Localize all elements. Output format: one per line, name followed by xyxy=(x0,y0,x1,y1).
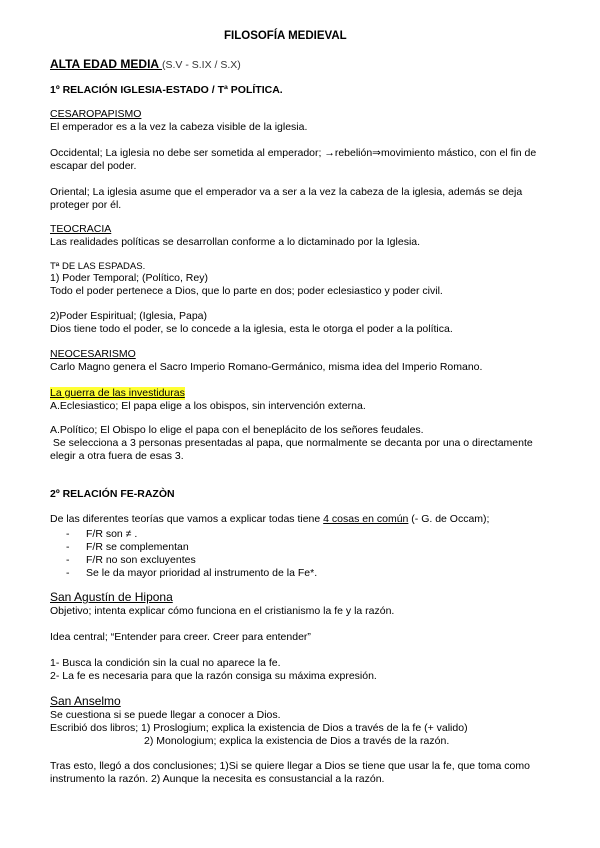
section-2-heading: 2º RELACIÓN FE-RAZÒN xyxy=(50,488,175,500)
bullet-dash-1: - xyxy=(66,528,70,540)
politico-text-2: Se selecciona a 3 personas presentadas al papa, que normalmente se decanta por una o directamente xyxy=(50,437,533,449)
teocracia-text: Las realidades políticas se desarrollan conforme a lo dictaminado por la Iglesia. xyxy=(50,236,421,248)
bullet-dash-2: - xyxy=(66,541,70,553)
politico-text-3: elegir a otra fuera de esas 3. xyxy=(50,450,184,462)
intro-text-emphasis: 4 cosas en común xyxy=(323,513,409,525)
anselmo-line-4: Tras esto, llegó a dos conclusiones; 1)Si se quiere llegar a Dios se tiene que usar la fe, que toma como xyxy=(50,760,530,772)
politico-text-1: A.Político; El Obispo lo elige el papa con el beneplácito de los señores feudales. xyxy=(50,424,424,436)
section-1-heading: 1º RELACIÓN IGLESIA-ESTADO / Tª POLÍTICA. xyxy=(50,84,283,96)
intro-text-c: (- G. de Occam); xyxy=(408,513,490,525)
poder-temporal-text: Todo el poder pertenece a Dios, que lo parte en dos; poder eclesiastico y poder civil. xyxy=(50,285,443,297)
espadas-heading: Tª DE LAS ESPADAS. xyxy=(50,261,146,272)
bullet-item-1: F/R son ≠ . xyxy=(86,528,138,540)
document-title: FILOSOFÍA MEDIEVAL xyxy=(224,30,347,42)
anselmo-line-1: Se cuestiona si se puede llegar a conocer a Dios. xyxy=(50,709,281,721)
eclesiastico-text: A.Eclesiastico; El papa elige a los obispos, sin intervención externa. xyxy=(50,400,366,412)
oriental-text-1: Oriental; La iglesia asume que el emperador va a ser a la vez la cabeza de la iglesia, además se deja xyxy=(50,186,523,198)
investiduras-heading: La guerra de las investiduras xyxy=(50,387,185,399)
anselmo-line-2: Escribió dos libros; 1) Proslogium; explica la existencia de Dios a través de la fe (+ valido) xyxy=(50,722,468,734)
cesaropapismo-heading: CESAROPAPISMO xyxy=(50,108,142,120)
teocracia-heading: TEOCRACIA xyxy=(50,223,112,235)
bullet-item-3: F/R no son excluyentes xyxy=(86,554,196,566)
poder-espiritual-text: Dios tiene todo el poder, se lo concede a la iglesia, esta le otorga el poder a la política. xyxy=(50,323,453,335)
bullet-item-4: Se le da mayor prioridad al instrumento de la Fe*. xyxy=(86,567,318,579)
neocesarismo-text: Carlo Magno genera el Sacro Imperio Romano-Germánico, misma idea del Imperio Romano. xyxy=(50,361,483,373)
fe-razon-intro xyxy=(50,513,489,526)
neocesarismo-heading: NEOCESARISMO xyxy=(50,348,136,360)
alta-edad-media-label: ALTA EDAD MEDIA xyxy=(50,57,162,71)
anselmo-line-5: instrumento la razón. 2) Aunque la necesita es consustancial a la razón. xyxy=(50,773,385,785)
bullet-dash-4: - xyxy=(66,567,70,579)
bullet-dash-3: - xyxy=(66,554,70,566)
intro-text-a: De las diferentes teorías que vamos a explicar todas tiene xyxy=(50,513,324,525)
anselmo-line-3: 2) Monologium; explica la existencia de Dios a través de la razón. xyxy=(144,735,450,747)
anselmo-heading: San Anselmo xyxy=(50,694,121,708)
occidental-text-2: escapar del poder. xyxy=(50,160,137,172)
alta-edad-media-heading xyxy=(50,58,241,72)
occidental-text-1: Occidental; La iglesia no debe ser sometida al emperador; →rebelión⇒movimiento mástico, con el fin de xyxy=(50,147,537,159)
oriental-text-2: proteger por él. xyxy=(50,199,122,211)
cesaropapismo-text: El emperador es a la vez la cabeza visible de la iglesia. xyxy=(50,121,308,133)
agustin-point-2: 2- La fe es necesaria para que la razón consiga su máxima expresión. xyxy=(50,670,377,682)
agustin-heading: San Agustín de Hipona xyxy=(50,590,173,604)
alta-edad-media-range: (S.V - S.IX / S.X) xyxy=(162,59,241,71)
agustin-point-1: 1- Busca la condición sin la cual no aparece la fe. xyxy=(50,657,281,669)
poder-espiritual-heading: 2)Poder Espiritual; (Iglesia, Papa) xyxy=(50,310,207,322)
agustin-idea-central: Idea central; “Entender para creer. Creer para entender” xyxy=(50,631,311,643)
agustin-objetivo: Objetivo; intenta explicar cómo funciona en el cristianismo la fe y la razón. xyxy=(50,605,395,617)
bullet-item-2: F/R se complementan xyxy=(86,541,189,553)
poder-temporal-heading: 1) Poder Temporal; (Político, Rey) xyxy=(50,272,208,284)
